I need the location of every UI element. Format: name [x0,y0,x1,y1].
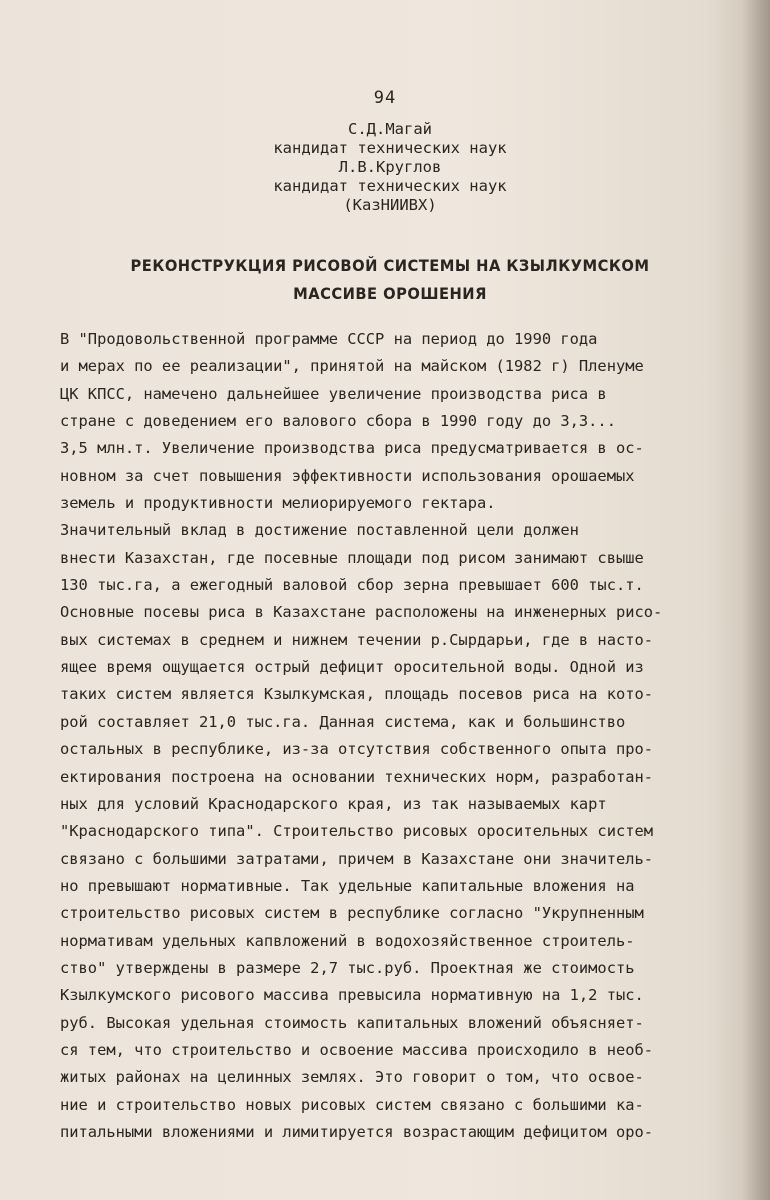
author-degree-2: кандидат технических наук [273,177,507,195]
body-line: 130 тыс.га, а ежегодный валовой сбор зерна превышает 600 тыс.т. [60,576,644,595]
body-line: строительство рисовых систем в республике согласно "Укрупненным [60,904,644,923]
body-line: рой составляет 21,0 тыс.га. Данная система, как и большинство [60,712,626,731]
author-degree-1: кандидат технических наук [273,139,507,157]
body-line: 3,5 млн.т. Увеличение производства риса предусматривается в ос- [60,439,644,458]
page-number: 94 [373,88,397,108]
body-line: вых системах в среднем и нижнем течении р.Сырдарьи, где в насто- [60,630,654,649]
body-line: таких систем является Кзылкумская, площадь посевов риса на кото- [60,685,654,704]
title-line-1: РЕКОНСТРУКЦИЯ РИСОВОЙ СИСТЕМЫ НА КЗЫЛКУМСКОМ [130,256,650,275]
body-line: В "Продовольственной программе СССР на период до 1990 года [60,330,598,348]
body-line: питальными вложениями и лимитируется возрастающим дефицитом оро- [60,1122,654,1141]
title-line-2: МАССИВЕ ОРОШЕНИЯ [293,284,487,303]
body-line: связано с большими затратами, причем в Казахстане они значитель- [60,849,654,868]
author-affiliation: (КазНИИВХ) [343,196,437,214]
body-line: ных для условий Краснодарского края, из так называемых карт [60,794,607,813]
author-name-1: С.Д.Магай [348,120,432,138]
page-binding-shadow [742,0,770,1200]
body-line: ЦК КПСС, намечено дальнейшее увеличение производства риса в [60,384,607,403]
body-line: и мерах по ее реализации", принятой на майском (1982 г) Пленуме [60,357,644,376]
body-text [60,326,730,1146]
body-line: земель и продуктивности мелиорируемого гектара. [60,494,496,513]
body-line: остальных в республике, из-за отсутствия собственного опыта про- [60,740,654,759]
body-line: ство" утверждены в размере 2,7 тыс.руб. Проектная же стоимость [60,958,635,977]
body-line: Кзылкумского рисового массива превысила нормативную на 1,2 тыс. [60,986,644,1005]
body-line: ние и строительство новых рисовых систем связано с большими ка- [60,1095,644,1114]
body-line: Основные посевы риса в Казахстане расположены на инженерных рисо- [60,603,663,622]
body-line: но превышают нормативные. Так удельные капитальные вложения на [60,876,635,895]
author-name-2: Л.В.Круглов [338,158,442,176]
body-line: ящее время ощущается острый дефицит оросительной воды. Одной из [60,658,644,677]
authors-block [90,120,690,215]
body-line: внести Казахстан, где посевные площади под рисом занимают свыше [60,548,644,567]
body-line: "Краснодарского типа". Строительство рисовых оросительных систем [60,822,654,841]
article-title [105,252,675,308]
body-line: Значительный вклад в достижение поставленной цели должен [60,521,579,540]
body-line: нормативам удельных капвложений в водохозяйственное строитель- [60,931,635,950]
body-line: стране с доведением его валового сбора в 1990 году до 3,3... [60,412,616,431]
body-line: руб. Высокая удельная стоимость капитальных вложений объясняет- [60,1013,644,1032]
body-line: ся тем, что строительство и освоение массива происходило в необ- [60,1040,654,1059]
body-line: новном за счет повышения эффективности использования орошаемых [60,466,635,485]
body-line: ектирования построена на основании технических норм, разработан- [60,767,654,786]
body-line: житых районах на целинных землях. Это говорит о том, что освое- [60,1068,644,1087]
